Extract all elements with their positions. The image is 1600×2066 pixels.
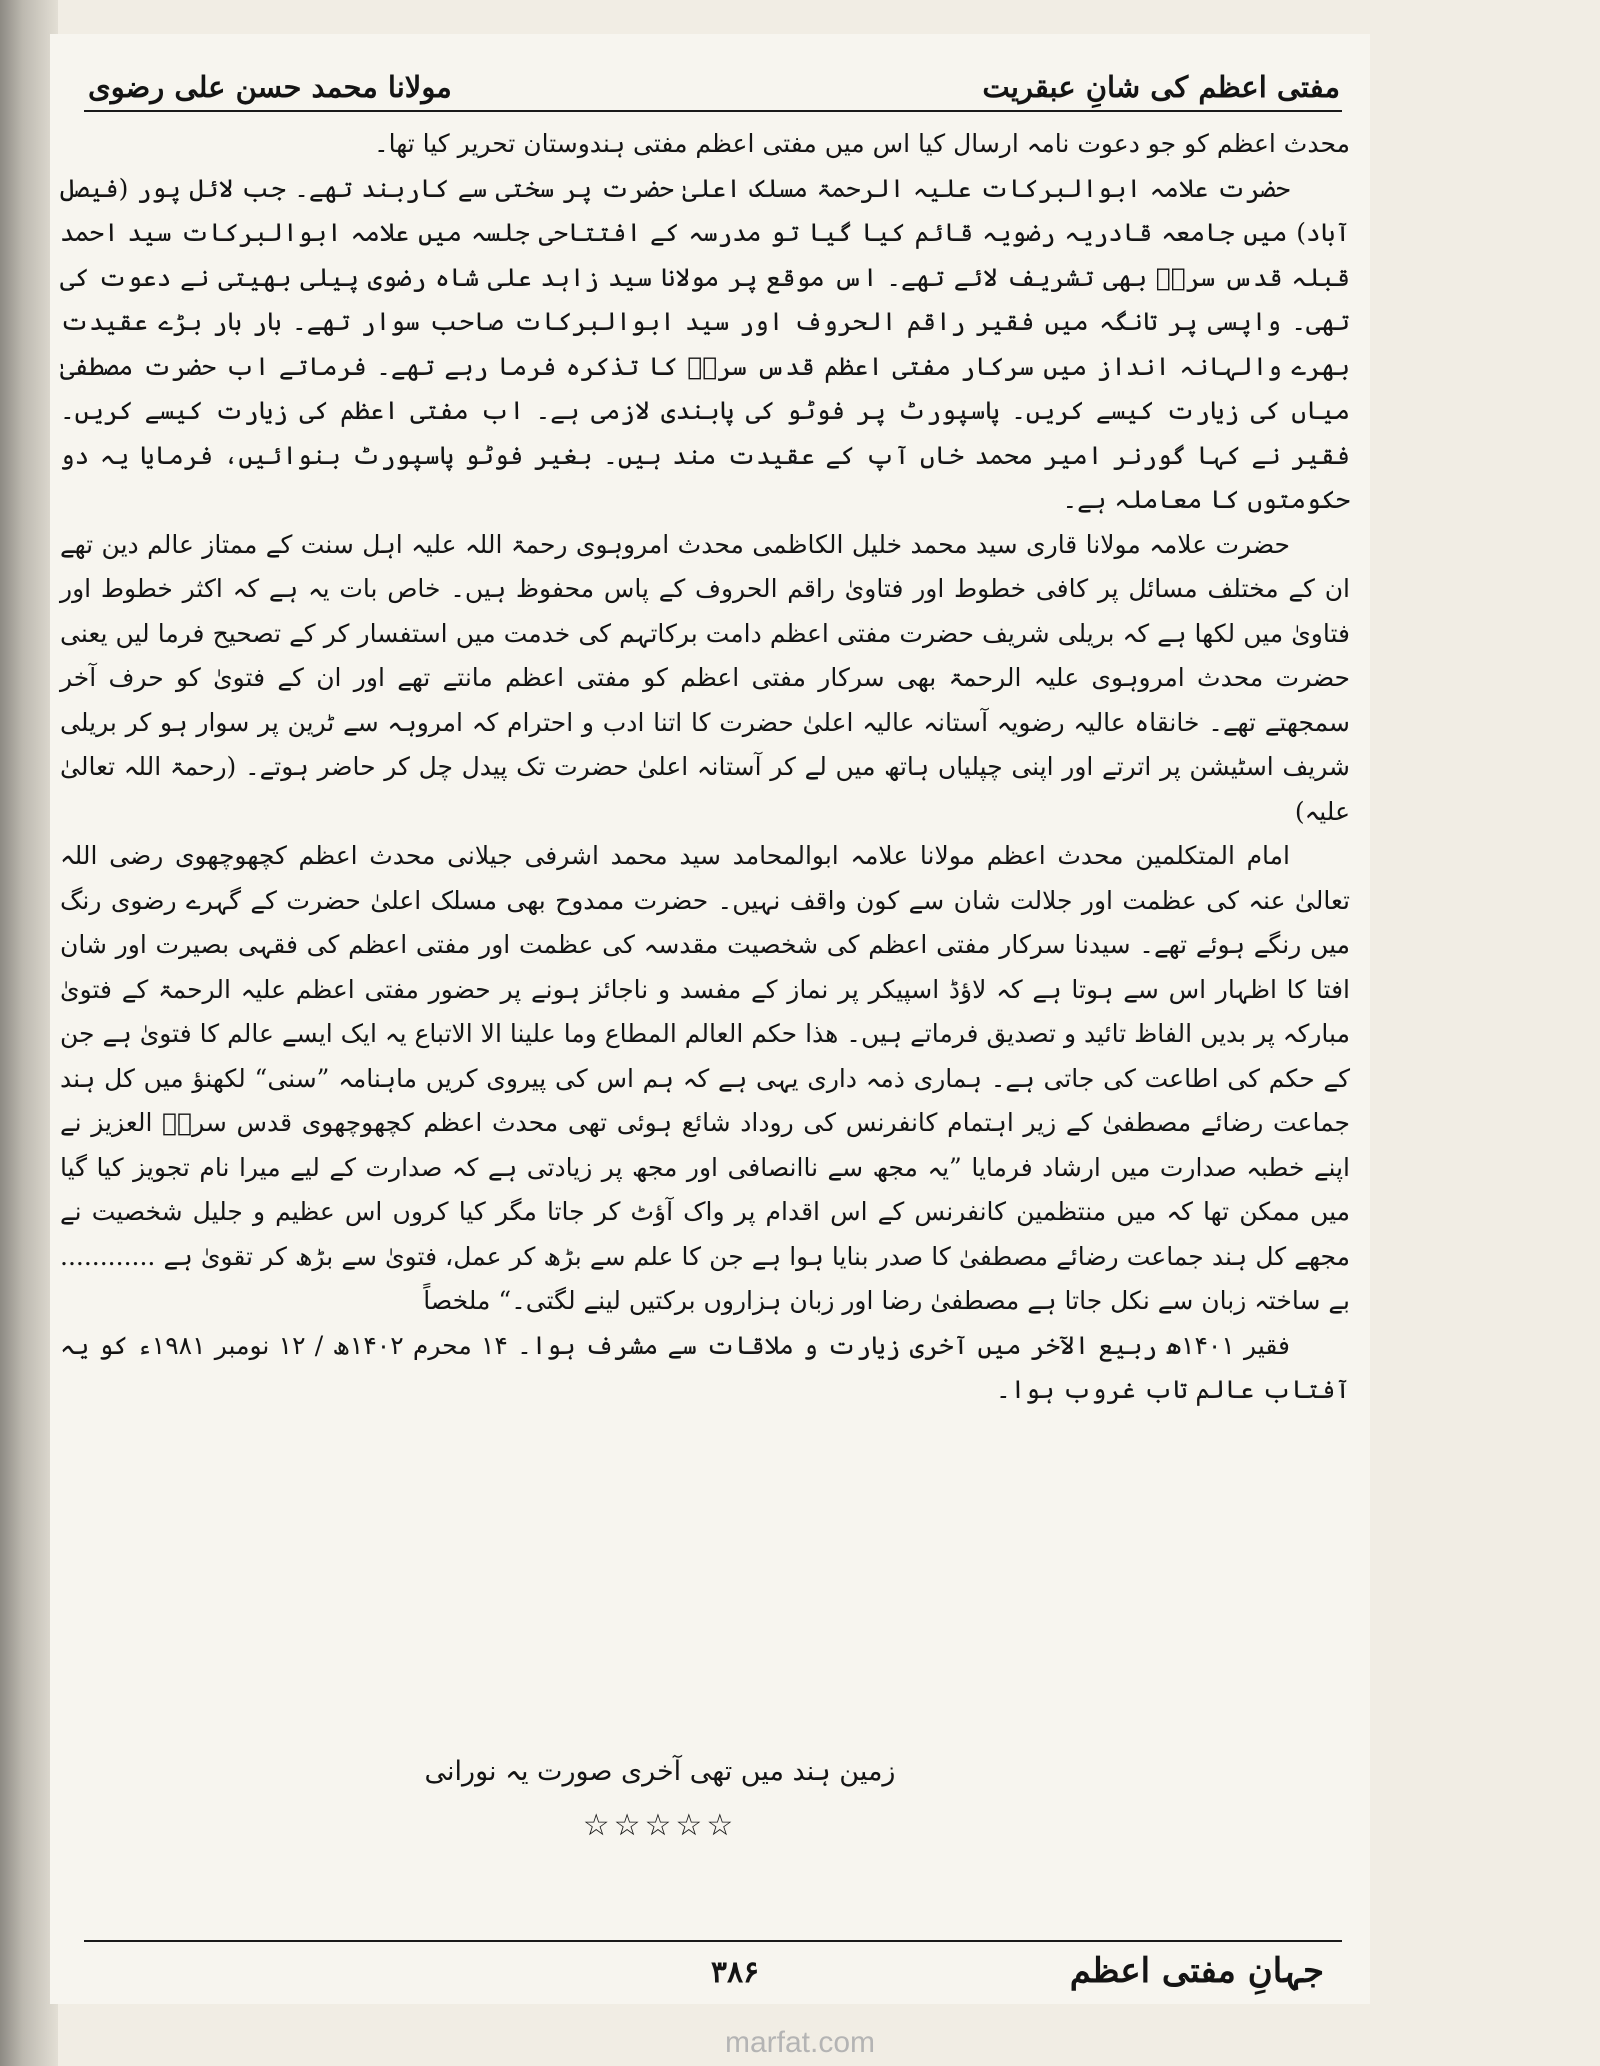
author-name: مولانا محمد حسن علی رضوی — [88, 70, 452, 104]
footer-rule — [84, 1940, 1342, 1942]
chapter-title: مفتی اعظم کی شانِ عبقریت — [982, 70, 1340, 104]
book-title: جہانِ مفتی اعظم — [1069, 1951, 1324, 1991]
paragraph: حضرت علامہ مولانا قاری سید محمد خلیل الکاظمی محدث امروہوی رحمۃ اللہ علیہ اہل سنت کے ممتاز عالم دین تھے ان کے مختلف مسائل پر کافی خطوط اور فتاویٰ راقم الحروف کے پاس محفوظ ہیں۔ خاص بات یہ ہے کہ اکثر خطوط اور فتاویٰ میں لکھا ہے کہ بریلی شریف حضرت مفتی اعظم دامت برکاتہم کی خدمت میں استفسار کر کے تصحیح فرما لیں یعنی حضرت محدث امروہوی علیہ الرحمۃ بھی سرکار مفتی اعظم کو مفتی اعظم مانتے تھے اور ان کے فتویٰ کو حرف آخر سمجھتے تھے۔ خانقاہ عالیہ رضویہ آستانہ عالیہ اعلیٰ حضرت کا اتنا ادب و احترام کہ امروہہ سے ٹرین پر سوار ہو کر بریلی شریف اسٹیشن پر اترتے اور اپنی چپلیاں ہاتھ میں لے کر آستانہ اعلیٰ حضرت تک پیدل چل کر حاضر ہوتے۔ (رحمۃ اللہ تعالیٰ علیہ) — [60, 529, 1350, 826]
body-text — [60, 122, 1350, 1413]
verse-line: زمین ہند میں تھی آخری صورت یہ نورانی — [424, 1756, 896, 1787]
watermark: marfat.com — [724, 2026, 876, 2059]
running-header — [88, 44, 1340, 104]
paragraph: فقیر ۱۴۰۱ھ ربیع الآخر میں آخری زیارت و ملاقات سے مشرف ہوا۔ ۱۴ محرم ۱۴۰۲ھ / ۱۲ نومبر ۱۹۸۱ء کو یہ آفتاب عالم تاب غروب ہوا۔ — [60, 1330, 1350, 1404]
star-divider: ☆☆☆☆☆ — [582, 1808, 738, 1843]
header-rule — [84, 110, 1342, 112]
page-number: ۳۸۶ — [710, 1955, 760, 1990]
paragraph: حضرت علامہ ابوالبرکات علیہ الرحمۃ مسلک اعلیٰ حضرت پر سختی سے کاربند تھے۔ جب لائل پور (فیصل آباد) میں جامعہ قادریہ رضویہ قائم کیا گیا تو مدرسہ کے افتتاحی جلسہ میں علامہ ابوالبرکات سید احمد قبلہ قدس سرہٗ بھی تشریف لائے تھے۔ اس موقع پر مولانا سید زاہد علی شاہ رضوی پیلی بھیتی نے دعوت کی تھی۔ واپسی پر تانگہ میں فقیر راقم الحروف اور سید ابوالبرکات صاحب سوار تھے۔ بار بار بڑے عقیدت بھرے والہانہ انداز میں سرکار مفتی اعظم قدس سرہٗ کا تذکرہ فرما رہے تھے۔ فرماتے اب حضرت مصطفیٰ میاں کی زیارت کیسے کریں۔ پاسپورٹ پر فوٹو کی پابندی لازمی ہے۔ اب مفتی اعظم کی زیارت کیسے کریں۔ فقیر نے کہا گورنر امیر محمد خاں آپ کے عقیدت مند ہیں۔ بغیر فوٹو پاسپورٹ بنوائیں، فرمایا یہ دو حکومتوں کا معاملہ ہے۔ — [60, 173, 1350, 514]
paragraph: امام المتکلمین محدث اعظم مولانا علامہ ابوالمحامد سید محمد اشرفی جیلانی محدث اعظم کچھوچھوی رضی اللہ تعالیٰ عنہ کی عظمت اور جلالت شان سے کون واقف نہیں۔ حضرت ممدوح بھی مسلک اعلیٰ حضرت کے گہرے رضوی رنگ میں رنگے ہوئے تھے۔ سیدنا سرکار مفتی اعظم کی شخصیت مقدسہ کی عظمت اور مفتی اعظم کی فقہی بصیرت اور شان افتا کا اظہار اس سے ہوتا ہے کہ لاؤڈ اسپیکر پر نماز کے مفسد و ناجائز ہونے پر حضور مفتی اعظم علیہ الرحمۃ کے فتویٰ مبارکہ پر بدیں الفاظ تائید و تصدیق فرماتے ہیں۔ ھذا حکم العالم المطاع وما علینا الا الاتباع یہ ایک ایسے عالم کا فتویٰ ہے جن کے حکم کی اطاعت کی جاتی ہے۔ ہماری ذمہ داری یہی ہے کہ ہم اس کی پیروی کریں ماہنامہ ”سنی“ لکھنؤ میں کل ہند جماعت رضائے مصطفیٰ کے زیر اہتمام کانفرنس کی روداد شائع ہوئی تھی محدث اعظم کچھوچھوی قدس سرہٗ العزیز نے اپنے خطبہ صدارت میں ارشاد فرمایا ”یہ مجھ سے ناانصافی اور مجھ پر زیادتی ہے کہ صدارت کے لیے میرا نام تجویز کیا گیا میں ممکن تھا کہ میں منتظمین کانفرنس کے اس اقدام پر واک آؤٹ کر جاتا مگر کیا کروں اس عظیم و جلیل شخصیت نے مجھے کل ہند جماعت رضائے مصطفیٰ کا صدر بنایا ہوا ہے جن کا علم سے بڑھ کر عمل، فتویٰ سے بڑھ کر تقویٰ ہے ............ بے ساختہ زبان سے نکل جاتا ہے مصطفیٰ رضا اور زبان ہزاروں برکتیں لینے لگتی۔“ ملخصاً — [60, 841, 1350, 1315]
paragraph: محدث اعظم کو جو دعوت نامہ ارسال کیا اس میں مفتی اعظم مفتی ہندوستان تحریر کیا تھا۔ — [373, 129, 1350, 158]
